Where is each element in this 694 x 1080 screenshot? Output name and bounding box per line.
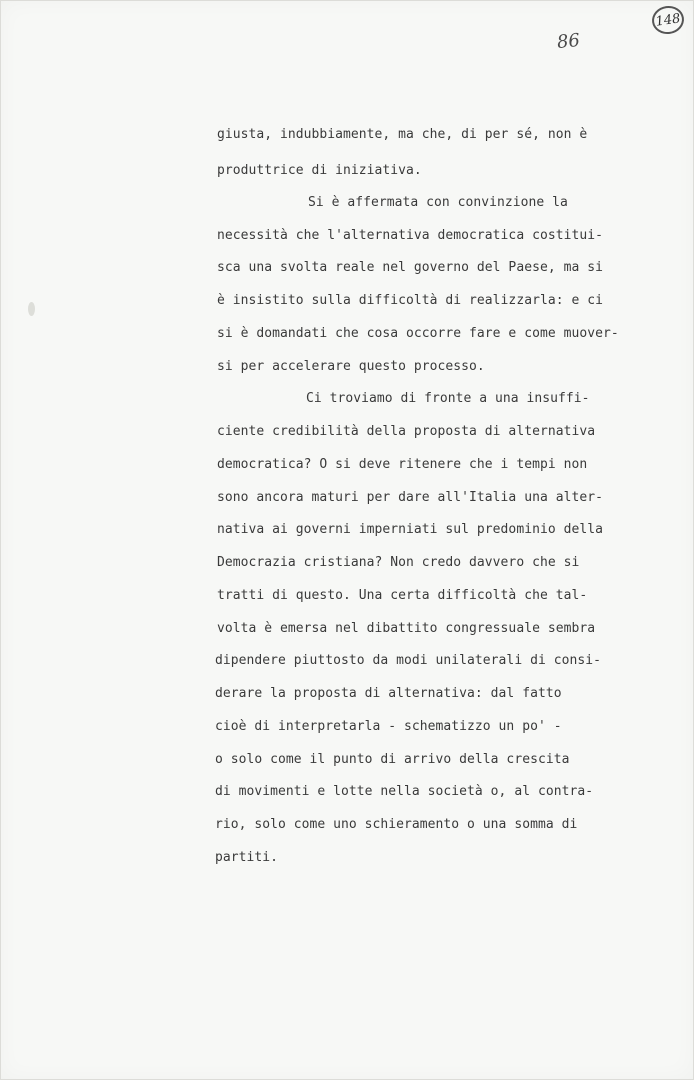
text-line: cioè di interpretarla - schematizzo un po' - <box>215 719 562 734</box>
text-line: Democrazia cristiana? Non credo davvero che si <box>217 555 580 570</box>
text-line: derare la proposta di alternativa: dal fatto <box>215 686 562 701</box>
text-line: Si è affermata con convinzione la <box>308 195 568 210</box>
text-line: giusta, indubbiamente, ma che, di per sé, non è <box>217 127 588 142</box>
text-line: o solo come il punto di arrivo della crescita <box>215 752 570 767</box>
text-line: democratica? O si deve ritenere che i tempi non <box>217 457 588 472</box>
paper-speck <box>28 302 35 316</box>
text-line: di movimenti e lotte nella società o, al contra- <box>215 784 594 799</box>
text-line: ciente credibilità della proposta di alternativa <box>217 424 596 439</box>
text-line: partiti. <box>215 850 279 865</box>
archive-stamp <box>650 4 686 36</box>
text-line: si è domandati che cosa occorre fare e come muover- <box>217 326 619 341</box>
text-line: produttrice di iniziativa. <box>217 163 422 178</box>
text-line: rio, solo come uno schieramento o una somma di <box>215 817 578 832</box>
text-line: nativa ai governi imperniati sul predominio della <box>217 522 603 537</box>
text-line: sono ancora maturi per dare all'Italia una alter- <box>217 490 603 505</box>
text-line: Ci troviamo di fronte a una insuffi- <box>306 391 590 406</box>
text-line: tratti di questo. Una certa difficoltà che tal- <box>217 588 588 603</box>
text-line: è insistito sulla difficoltà di realizzarla: e ci <box>217 293 603 308</box>
text-line: si per accelerare questo processo. <box>217 359 485 374</box>
text-line: sca una svolta reale nel governo del Paese, ma si <box>217 260 603 275</box>
text-line: volta è emersa nel dibattito congressuale sembra <box>217 621 596 636</box>
text-line: dipendere piuttosto da modi unilaterali di consi- <box>215 653 601 668</box>
archive-stamp-number: 148 <box>654 10 682 30</box>
page-number: 86 <box>555 29 581 54</box>
text-line: necessità che l'alternativa democratica costitui- <box>217 228 603 243</box>
